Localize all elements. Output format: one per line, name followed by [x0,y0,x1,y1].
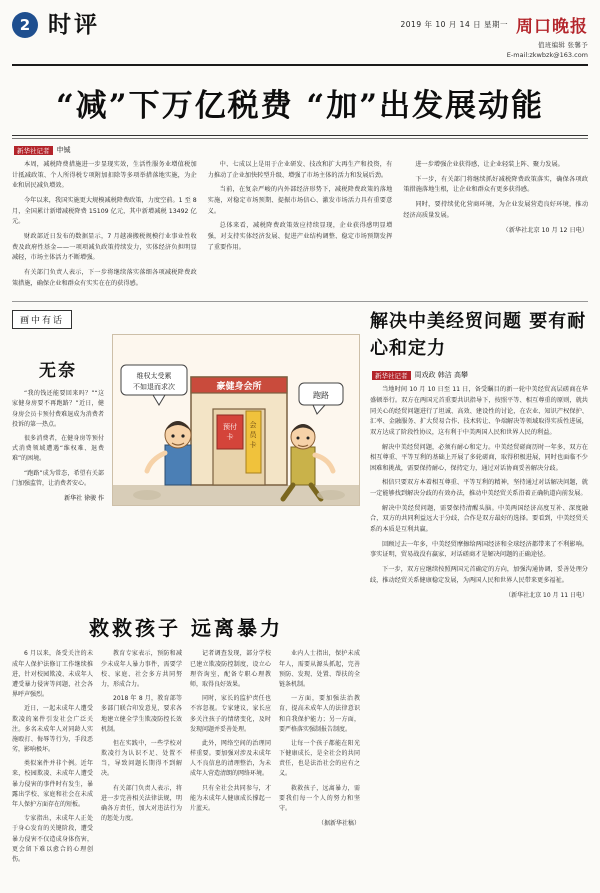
paragraph: 相信只要双方本着相互尊重、平等互利的精神，坚持通过对话解决问题，就一定能够找到解决分歧的有效办法，推动中美经贸关系沿着正确轨道向前发展。 [370,479,588,498]
paragraph: “跑路”成为常态，希望有关部门加强监管，让消费者安心。 [12,469,104,487]
paragraph: 很多消费者，在健身房等预付式消费领域遭遇“维权难、退费难”的困境。 [12,434,104,463]
bottom-zone [12,606,588,869]
paragraph: 记者调查发现，部分学校已建立欺凌防控制度，设立心理咨询室，配备专职心理教师，取得良好效果。 [190,650,271,688]
paragraph: 此外，网络空间的治理同样重要。要加强对涉及未成年人不良信息的清理整治，为未成年人营造清朗的网络环境。 [190,739,271,778]
cartoon-signature: 新华社 徐骏 作 [64,494,104,502]
paragraph: 中、七成以上是用于企业研发、技改和扩大再生产和投资，有力推动了企业加快转型升级、增强了市场主体的活力和发展后劲。 [207,161,393,179]
bottom-col-4 [279,649,360,869]
byline-author: 周戏政 韩洁 高攀 [414,371,468,380]
paragraph: 当前，在复杂严峻的内外部经济形势下，减税降费政策的落地实施，对稳定市场预期、提振市场信心、激发市场活力具有重要意义。 [207,186,393,215]
section-divider [12,301,588,302]
paragraph: 总体来看，减税降费政策效应持续显现，企业获得感明显增强，对支持实体经济发展、促进产业结构调整、稳定市场预期发挥了重要作用。 [207,222,393,251]
paragraph: 下一步，有关部门将继续抓好减税降费政策落实，确保各项政策措施落地生根，让企业和群众有更多获得感。 [403,175,589,194]
svg-text:员: 员 [249,431,257,440]
section-title: 时评 [48,11,100,38]
bottom-col-1 [12,649,93,869]
paper-name: 周口晚报 [516,17,588,37]
cartoon-illustration [112,334,360,506]
bottom-col-3 [190,649,271,869]
bottom-headline: 救救孩子 远离暴力 [89,616,283,641]
svg-text:不如退而求次: 不如退而求次 [133,383,175,392]
paragraph: 近日，一起未成年人遭受欺凌的案件引发社会广泛关注。多名未成年人对同龄人实施殴打、侮辱等行为，手段恶劣，影响极坏。 [12,705,93,754]
paragraph: “我的钱还能要回来吗？”“这家健身房要不再跑路？”近日，健身房会员卡预付费难退成为消费者投诉的第一热点。 [12,390,104,428]
byline-tag: 新华社记者 [372,371,411,380]
paragraph: 6 月以来，备受关注的未成年人保护法修订工作继续推进，针对校园欺凌、未成年人遭受暴力侵害等问题，社会各界呼声强烈。 [12,650,93,699]
paragraph: 进一步增强企业获得感，让企业轻装上阵、聚力发展。 [415,161,564,168]
middle-zone [12,308,588,599]
byline-author: 申铖 [56,146,71,154]
svg-text:卡: 卡 [249,441,257,450]
lead-col-2 [208,160,393,293]
lead-article-body [12,160,588,293]
lead-end-note: （新华社北京 10 月 12 日电） [502,227,589,235]
paragraph: 让每一个孩子都能在阳光下健康成长，是全社会的共同责任，也是法治社会的应有之义。 [279,739,360,778]
paragraph: 同时，家长的监护责任也不容忽视。专家建议，家长应多关注孩子的情绪变化，及时发现问题并妥善处理。 [190,695,271,733]
svg-text:预付: 预付 [223,423,237,432]
svg-text:豪健身会所: 豪健身会所 [216,382,262,393]
right-article-title: 解决中美经贸问题 要有耐心和定力 [370,311,587,360]
paragraph: 专家指出，未成年人正处于身心发育的关键阶段，遭受暴力侵害不仅造成身体伤害，更会留下难以愈合的心理创伤。 [12,815,93,863]
bottom-end-note: （据新华社稿） [317,820,360,828]
svg-text:跑路: 跑路 [313,391,329,401]
bottom-article [12,606,360,869]
right-article-byline [372,370,588,380]
paragraph: 只有全社会共同参与，才能为未成年人健康成长撑起一片蓝天。 [190,784,271,812]
email-line: E-mail:zkwbzk@163.com [506,51,588,59]
paragraph: 回顾过去一年多，中美经贸摩擦给两国经济和全球经济都带来了不利影响。事实证明，贸易战没有赢家，对话磋商才是解决问题的正确途径。 [370,540,588,559]
byline-tag: 新华社记者 [14,146,53,155]
paragraph: 今年以来，我国实施更大规模减税降费政策，力度空前。1 至 8 月，全国累计新增减税降费 15109 亿元，其中新增减税 13492 亿元。 [12,196,197,226]
paragraph: 但在实践中，一些学校对欺凌行为认识不足、处置不当，导致问题长期得不到解决。 [101,739,182,778]
masthead [12,10,588,66]
paragraph: 业内人士指出，保护未成年人，需要从源头抓起，完善预防、发现、处置、帮扶的全链条机制。 [279,650,360,688]
editor-line: 值班编辑 张馨予 [538,41,588,49]
paragraph: 解决中美经贸问题，需要保持清醒头脑。中美两国经济高度互补、深度融合，双方的共同利益远大于分歧，合作是双方最好的选择。要看到，中美经贸关系的本质是互利共赢。 [370,504,588,534]
paragraph: 本周，减税降费措施进一步显现实效，生活性服务业增值税加计抵减政策、个人所得税专项附加扣除等多项举措落地实施，为企业和居民减负增效。 [12,161,197,190]
paragraph: 有关部门负责人表示，下一步将继续落实落细各项减税降费政策措施，确保企业和群众有实实在在的获得感。 [12,268,197,287]
paragraph: 同时，要持续优化营商环境，为企业发展营造良好环境，推动经济高质量发展。 [403,200,589,219]
paragraph: 2018 年 8 月，教育部等多部门联合印发意见，要求各地建立健全学生欺凌防控长效机制。 [101,695,182,733]
rule-thin [12,138,588,139]
cartoon-svg [113,335,360,506]
right-article-end-note: （新华社北京 10 月 11 日电） [505,592,588,600]
rule-thick [12,135,588,136]
paragraph: 教育专家表示，预防和减少未成年人暴力事件，需要学校、家庭、社会多方共同努力，形成合力。 [101,650,182,688]
issue-date: 2019 年 10 月 14 日 星期一 [400,20,508,29]
paragraph: 当地时间 10 月 10 日至 11 日，备受瞩目的新一轮中美经贸高层磋商在华盛顿举行。双方在两国元首重要共识指导下，按照平等、相互尊重的原则，就共同关心的经贸问题进行了坦诚、高效、建设性的讨论，在农业、知识产权保护、汇率、金融服务、扩大贸易合作、技术转让、争端解决等领域取得实质性进展，双方达成了阶段性协议，这有利于中美两国人民和世界人民的利益。 [370,386,588,436]
cartoon-commentary [12,334,104,506]
masthead-right [401,10,588,59]
lead-col-3 [403,160,588,293]
svg-text:维权太受累: 维权太受累 [136,372,172,381]
right-article-body [370,385,588,586]
paragraph: 财政部近日发布的数据显示，7 月越凑搬税规模行业事业性收费及政府性基金——一项项减负政策持续发力，实体经济负担明显减轻，市场主体活力不断增强。 [12,232,197,262]
lead-headline: “减”下万亿税费 “加”出发展动能 [55,88,545,124]
paragraph: 下一步，双方应继续按照两国元首确定的方向，加强沟通协调，妥善处理分歧，推动经贸关系健康稳定发展，为两国人民和世界人民带来更多福祉。 [370,566,588,584]
paragraph: 一方面，要加强法治教育，提高未成年人的法律意识和自我保护能力；另一方面，要严格落实强制报告制度。 [279,695,360,733]
svg-text:卡: 卡 [226,433,234,442]
lead-byline [14,145,588,155]
paragraph: 有关部门负责人表示，将进一步完善相关法律法规，明确各方责任，加大对违法行为的惩处力度。 [101,784,182,823]
right-article-continued [370,606,588,869]
cartoon-title: 无奈 [39,361,77,382]
cartoon-label: 画中有话 [12,310,72,329]
lead-col-1 [12,160,197,293]
cartoon-block [12,308,360,599]
paragraph: 救救孩子，远离暴力，需要我们每一个人的努力和坚守。 [279,784,360,812]
page-number-badge: 2 [12,12,38,38]
paragraph: 解决中美经贸问题，必须有耐心和定力。中美经贸磋商历时一年多，双方在相互尊重、平等互利的基础上开展了多轮磋商，取得积极进展，同时也面临不少困难和挑战，需要保持耐心，保持定力，通过对话协商妥善解决分歧。 [370,443,588,472]
paragraph: 类似案件并非个例。近年来，校园欺凌、未成年人遭受暴力侵害的事件时有发生，暴露出学校、家庭和社会在未成年人保护方面存在的短板。 [12,760,93,808]
bottom-col-2 [101,649,182,869]
right-article [370,308,588,599]
svg-text:会: 会 [249,421,257,430]
